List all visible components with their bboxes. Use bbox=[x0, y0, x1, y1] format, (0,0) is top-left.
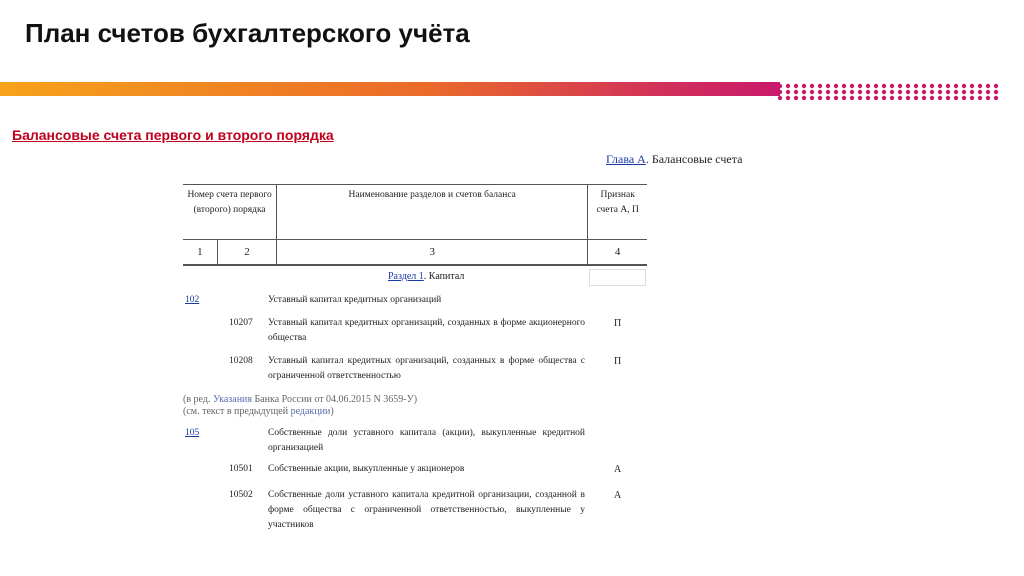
note-text: ) bbox=[330, 406, 334, 417]
chapter-link[interactable]: Глава А bbox=[606, 152, 646, 166]
slide-title: План счетов бухгалтерского учёта bbox=[25, 18, 470, 48]
amendment-note bbox=[183, 394, 417, 405]
account-sign: П bbox=[614, 318, 622, 329]
accounts-table-header bbox=[183, 184, 647, 266]
header-account-name: Наименование разделов и счетов баланса bbox=[277, 185, 588, 240]
note-text: Банка России от 04.06.2015 N 3659-У) bbox=[252, 394, 418, 405]
account-sign: П bbox=[614, 356, 622, 367]
account-code-link[interactable]: 105 bbox=[185, 428, 200, 438]
empty-cell bbox=[589, 269, 646, 286]
chapter-title: . Балансовые счета bbox=[645, 152, 743, 166]
account-sign: А bbox=[614, 490, 622, 501]
account-name: Собственные акции, выкупленные у акционеров bbox=[268, 464, 465, 474]
header-num-2: 2 bbox=[217, 240, 276, 266]
section-heading bbox=[388, 271, 464, 282]
header-num-3: 3 bbox=[277, 240, 588, 266]
chapter-heading bbox=[606, 152, 742, 167]
section-link[interactable]: Балансовые счета первого и второго порядка bbox=[12, 127, 334, 143]
account-code-link[interactable]: 102 bbox=[185, 295, 200, 305]
account-code: 10208 bbox=[229, 356, 253, 366]
previous-edition-note bbox=[183, 406, 334, 417]
account-code: 10502 bbox=[229, 490, 253, 500]
account-name: Уставный капитал кредитных организаций, созданных в форме общества с ограниченной ответственностью bbox=[268, 356, 585, 381]
note-link[interactable]: редакции bbox=[290, 406, 331, 417]
account-sign: А bbox=[614, 464, 622, 475]
section-1-link[interactable]: Раздел 1 bbox=[388, 271, 424, 282]
account-name: Собственные доли уставного капитала (акции), выкупленные кредитной организацией bbox=[268, 428, 585, 453]
account-name: Уставный капитал кредитных организаций bbox=[268, 295, 442, 305]
account-code: 10207 bbox=[229, 318, 253, 328]
note-link[interactable]: Указания bbox=[212, 394, 252, 405]
account-code: 10501 bbox=[229, 464, 253, 474]
header-num-4: 4 bbox=[588, 240, 647, 266]
header-account-number: Номер счета первого (второго) порядка bbox=[183, 185, 277, 240]
account-name: Собственные доли уставного капитала кредитной организации, созданной в форме общества с ограниченной ответственностью, выкупленные у участников bbox=[268, 490, 585, 530]
header-num-1: 1 bbox=[183, 240, 217, 266]
note-text: (см. текст в предыдущей bbox=[183, 406, 291, 417]
note-text: (в ред. bbox=[183, 394, 213, 405]
section-title: . Капитал bbox=[423, 271, 465, 282]
header-account-sign: Признак счета А, П bbox=[588, 185, 647, 240]
account-name: Уставный капитал кредитных организаций, созданных в форме акционерного общества bbox=[268, 318, 585, 343]
